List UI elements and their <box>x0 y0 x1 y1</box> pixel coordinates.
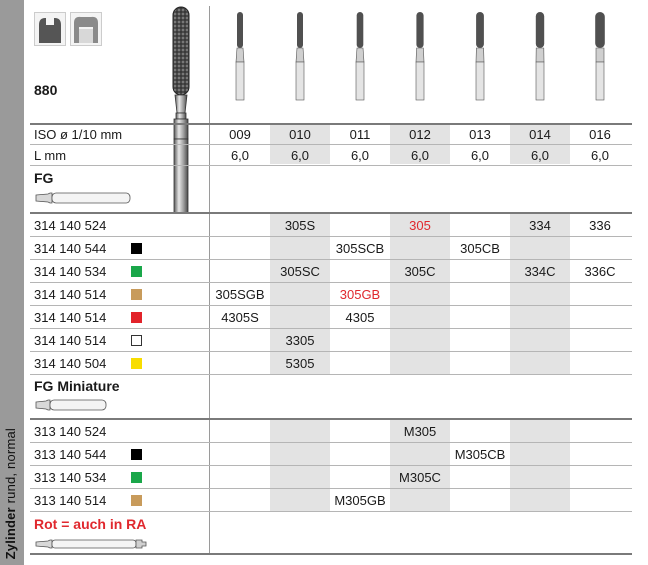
row-rule <box>30 236 632 237</box>
grit-color-swatch-yellow <box>131 358 142 369</box>
diamond-bur-icon <box>162 5 202 215</box>
row-rule <box>30 511 632 512</box>
table-cell: M305 <box>403 424 437 439</box>
table-cell: 4305S <box>221 310 259 325</box>
table-cell: 3305 <box>285 333 315 348</box>
grit-color-swatch-red <box>131 312 142 323</box>
article-code: 314 140 504 <box>34 356 107 371</box>
bur-012-icon <box>416 12 424 100</box>
grit-color-swatch-white <box>131 335 142 346</box>
table-cell: 305SCB <box>335 241 385 256</box>
article-code: 314 140 524 <box>34 218 107 233</box>
length-label: L mm <box>34 148 67 163</box>
iso-label: ISO ø 1/10 mm <box>34 127 123 142</box>
section-rule <box>30 418 632 420</box>
table-cell: 6,0 <box>410 148 430 163</box>
sidebar-title: Zylinder rund, normal <box>3 427 18 559</box>
article-code: 314 140 534 <box>34 264 107 279</box>
table-cell: 011 <box>349 127 371 142</box>
article-code: 313 140 544 <box>34 447 107 462</box>
row-rule <box>30 328 632 329</box>
table-cell: 334C <box>524 264 556 279</box>
table-cell: 009 <box>229 127 251 142</box>
table-cell: 6,0 <box>530 148 550 163</box>
table-cell: 010 <box>289 127 311 142</box>
bottom-rule <box>30 553 632 555</box>
table-cell: 6,0 <box>350 148 370 163</box>
row-rule <box>30 305 632 306</box>
table-cell: 013 <box>469 127 491 142</box>
table-cell: 336C <box>584 264 616 279</box>
sidebar-subtitle: rund, normal <box>3 427 18 504</box>
column-shade-010-mini <box>270 420 330 512</box>
crown-section-icon <box>70 12 102 46</box>
column-shade-014-mini <box>510 420 570 512</box>
fg-shank-icon <box>34 190 134 206</box>
table-cell: 6,0 <box>290 148 310 163</box>
table-cell: 334 <box>529 218 551 233</box>
column-shade-010-fg <box>270 214 330 374</box>
table-cell: 5305 <box>285 356 315 371</box>
table-cell: 305CB <box>460 241 500 256</box>
crown-preparation-icon <box>34 12 66 46</box>
table-cell: 012 <box>409 127 431 142</box>
table-cell: 305GB <box>339 287 381 302</box>
article-code: 314 140 544 <box>34 241 107 256</box>
table-cell: 305S <box>284 218 316 233</box>
bur-011-icon <box>356 12 364 100</box>
ra-shank-icon <box>34 536 152 552</box>
grit-color-swatch-black <box>131 449 142 460</box>
grit-color-swatch-green <box>131 266 142 277</box>
product-number: 880 <box>34 82 58 98</box>
bur-013-icon <box>476 12 484 100</box>
row-rule <box>30 465 632 466</box>
section-rule <box>30 212 632 214</box>
article-code: 313 140 514 <box>34 493 107 508</box>
section-fg-miniature: FG Miniature <box>34 378 120 394</box>
table-cell: 014 <box>529 127 551 142</box>
article-code: 314 140 514 <box>34 287 107 302</box>
table-cell: 6,0 <box>590 148 610 163</box>
section-fg: FG <box>34 170 54 186</box>
column-shade-012-fg <box>390 214 450 374</box>
grit-color-swatch-tan <box>131 495 142 506</box>
bur-010-icon <box>296 12 304 100</box>
bur-size-icons <box>210 0 648 104</box>
article-code: 314 140 514 <box>34 310 107 325</box>
table-cell: 4305 <box>345 310 375 325</box>
bur-014-icon <box>536 12 544 100</box>
bur-016-icon <box>595 12 605 100</box>
row-rule <box>30 282 632 283</box>
table-cell: 016 <box>589 127 611 142</box>
table-cell: 305SC <box>280 264 320 279</box>
table-cell: 6,0 <box>470 148 490 163</box>
row-rule <box>30 165 632 166</box>
table-cell: 305 <box>409 218 431 233</box>
product-table <box>24 0 648 565</box>
grit-color-swatch-black <box>131 243 142 254</box>
fg-miniature-shank-icon <box>34 397 114 413</box>
article-code: 314 140 514 <box>34 333 107 348</box>
spec-top-rule <box>30 123 632 125</box>
column-divider <box>209 6 210 554</box>
table-cell: M305GB <box>334 493 386 508</box>
bur-009-icon <box>236 12 244 100</box>
grit-color-swatch-tan <box>131 289 142 300</box>
table-cell: 336 <box>589 218 611 233</box>
sidebar <box>0 0 24 565</box>
row-rule <box>30 442 632 443</box>
row-rule <box>30 351 632 352</box>
row-rule <box>30 374 632 375</box>
article-code: 313 140 524 <box>34 424 107 439</box>
table-cell: 6,0 <box>230 148 250 163</box>
table-cell: M305CB <box>454 447 506 462</box>
article-code: 313 140 534 <box>34 470 107 485</box>
row-rule <box>30 259 632 260</box>
table-cell: M305C <box>399 470 441 485</box>
table-cell: 305SGB <box>215 287 265 302</box>
row-rule <box>30 488 632 489</box>
column-shade-014-fg <box>510 214 570 374</box>
table-cell: 305C <box>404 264 436 279</box>
row-rule <box>30 144 632 145</box>
grit-color-swatch-green <box>131 472 142 483</box>
ra-note: Rot = auch in RA <box>34 516 147 532</box>
